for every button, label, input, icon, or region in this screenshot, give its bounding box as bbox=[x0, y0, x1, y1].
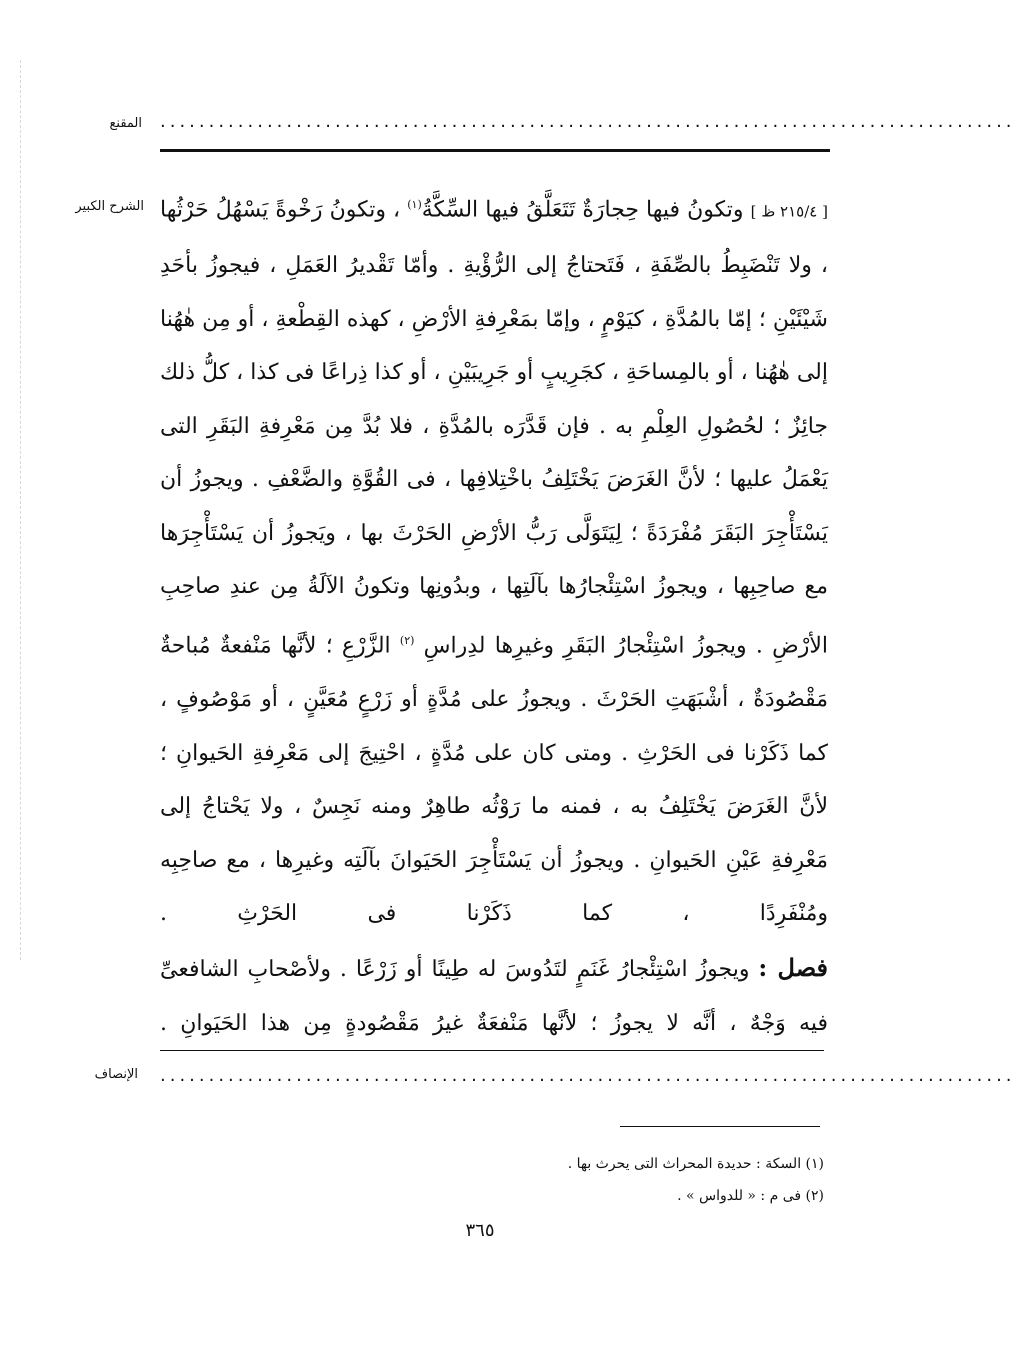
commentary-label: الشرح الكبير bbox=[75, 199, 144, 214]
paragraph-text: الزَّرْعِ ؛ لأنَّها مَنْفعةٌ مُباحةٌ مَقْصُودَةٌ ، أشْبَهَتِ الحَرْثَ . ويجوزُ على مُدَّةٍ أو زَرْعٍ مُعَيَّنٍ ، أو مَوْصُوفٍ ، كما ذَكَرْنا فى الحَرْثِ . ومتى كان على مُدَّةٍ ، احْتِيجَ إلى مَعْرِفةِ الحَيوانِ ؛ لأنَّ الغَرَضَ يَخْتَلِفُ به ، فمنه ما رَوْثُه طاهِرٌ ومنه نَجِسٌ ، ولا يَحْتاجُ إلى مَعْرِفةِ عَيْنِ الحَيوانِ . ويجوزُ أن يَسْتَأْجِرَ الحَيَوانَ بآلَتِه وغيرِها ، مع صاحِبِه ومُنْفَرِدًا ، كما ذَكَرْنا فى الحَرْثِ . bbox=[160, 633, 828, 927]
footnotes bbox=[300, 1148, 824, 1212]
commentary-paragraph bbox=[160, 178, 828, 941]
body-bottom-rule bbox=[160, 1050, 824, 1051]
fasl-paragraph bbox=[160, 941, 828, 1050]
footnote-marker-1: (١) bbox=[407, 198, 422, 211]
insaf-label: الإنصاف bbox=[94, 1067, 138, 1082]
footnote-2: (٢) فى م : « للدواس » . bbox=[677, 1188, 824, 1204]
insaf-dotted-line: ........................................................................................ bbox=[160, 1065, 1016, 1086]
paragraph-text: ويجوزُ اسْتِئْجارُ غَنَمٍ لتَدُوسَ له طِينًا أو زَرْعًا . ولأصْحابِ الشافعىِّ فيه وَجْهٌ ، أنَّه لا يجوزُ ؛ لأنَّها مَنْفعَةٌ غيرُ مَقْصُودةٍ مِن هذا الحَيَوانِ . bbox=[160, 956, 828, 1036]
manuscript-ref: [ ٢١٥/٤ ظ ] bbox=[750, 202, 829, 221]
paragraph-text: وتكونُ فيها حِجارَةٌ تَتَعَلَّقُ فيها السِّكَّةُ bbox=[421, 197, 744, 223]
header-rule bbox=[160, 149, 830, 152]
page-number: ٣٦٥ bbox=[465, 1220, 495, 1241]
paragraph-text: ، وتكونُ رَخْوةً يَسْهُلُ حَرْثُها ، ولا تَنْضَبِطُ بالصِّفَةِ ، فَتَحتاجُ إلى الرُّؤْيةِ . وأمّا تَقْديرُ العَمَلِ ، فيجوزُ بأحَدِ شَيْئَيْنِ ؛ إمّا بالمُدَّةِ ، كيَوْمٍ ، وإمّا بمَعْرِفةِ الأرْضِ ، كهذه القِطْعةِ ، أو مِن هٰهُنا إلى هٰهُنا ، أو بالمِساحَةِ ، كجَرِيبٍ أو جَرِيبَيْنِ ، أو كذا ذِراعًا فى كذا ، كلُّ ذلك جائِزٌ ؛ لحُصُولِ العِلْمِ به . فإن قَدَّرَه بالمُدَّةِ ، فلا بُدَّ مِن مَعْرِفةِ البَقَرِ التى يَعْمَلُ عليها ؛ لأنَّ الغَرَضَ يَخْتَلِفُ باخْتِلافِها ، فى القُوَّةِ والضَّعْفِ . ويجوزُ أن يَسْتَأْجِرَ البَقَرَ مُفْرَدَةً ؛ لِيَتَوَلَّى رَبُّ الأرْضِ الحَرْثَ بها ، ويَجوزُ أن يَسْتَأْجِرَها مع صاحِبِها ، ويجوزُ اسْتِئْجارُها بآلَتِها ، وبدُونِها وتكونُ الآلَةُ مِن عندِ صاحِبِ الأرْضِ . ويجوزُ اسْتِئْجارُ البَقَرِ وغيرِها لدِراسِ bbox=[160, 197, 829, 659]
fasl-heading: فصل : bbox=[758, 952, 828, 982]
header-book-label: المقنع bbox=[109, 116, 142, 131]
commentary-body bbox=[160, 178, 828, 1050]
footnote-marker-2: (٢) bbox=[399, 634, 415, 648]
header-dotted-line: ........................................................................................ bbox=[160, 111, 1016, 132]
footnote-1: (١) السكة : حديدة المحراث التى يحرث بها . bbox=[567, 1156, 824, 1172]
scan-margin-line bbox=[20, 60, 21, 960]
footnote-separator bbox=[620, 1126, 820, 1127]
